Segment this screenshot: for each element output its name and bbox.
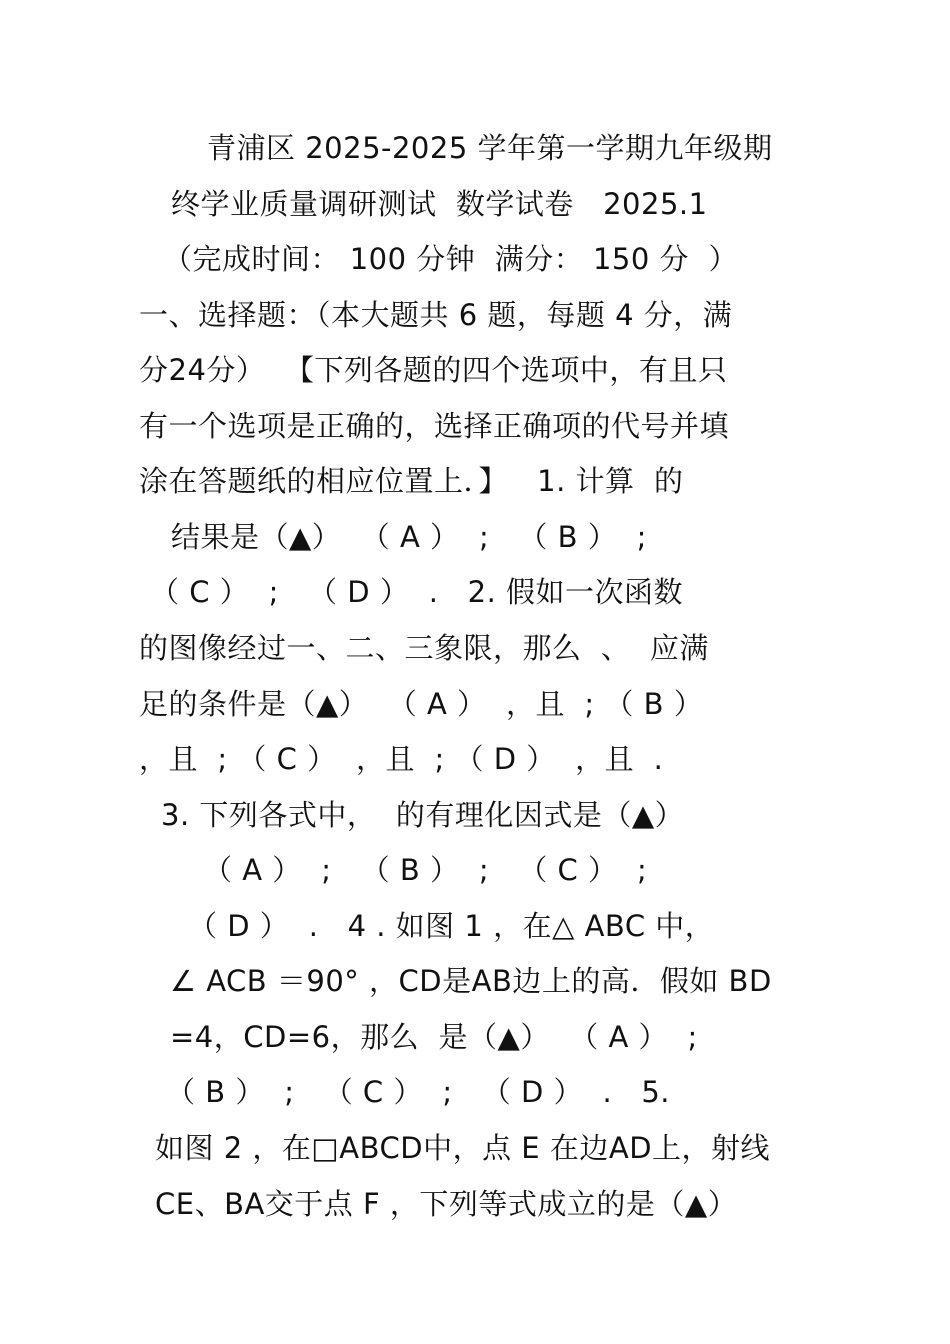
question-5-line-1: 如图 2 ，在□ABCD中，点 E 在边AD上，射线 [155, 1131, 771, 1165]
question-4-options: （ B ） ; （ C ） ; （ D ） . 5. [166, 1075, 670, 1109]
question-5-line-2: CE、BA交于点 F ，下列等式成立的是（▲） [155, 1187, 738, 1221]
question-1-options-a-b: 结果是（▲） （ A ） ; （ B ） ; [171, 520, 647, 554]
question-1-line: 涂在答题纸的相应位置上．】 1. 计算 的 [139, 464, 684, 498]
question-1-options-c-d: （ C ） ; （ D ） . 2. 假如一次函数 [150, 575, 684, 609]
question-4-line-1: （ D ） . 4 . 如图 1 ，在△ ABC 中， [188, 909, 715, 943]
section-heading-line: 一、选择题：（本大题共 6 题，每题 4 分，满 [139, 298, 733, 332]
question-4-line-2: ∠ ACB ＝90° ，CD是AB边上的高．假如 BD [170, 964, 772, 998]
exam-time-score-line: （完成时间： 100 分钟 满分： 150 分 ） [163, 242, 738, 276]
exam-title-line-1: 青浦区 2025-2025 学年第一学期九年级期 [207, 131, 773, 165]
question-2-line-1: 的图像经过一、二、三象限，那么 、 应满 [139, 631, 709, 665]
question-4-line-3: =4，CD=6，那么 是（▲） （ A ） ; [170, 1020, 698, 1054]
question-2-options: ，且 ; （ C ） ，且 ; （ D ） ，且 . [139, 742, 664, 776]
section-instructions-1: 分24分） 【下列各题的四个选项中，有且只 [139, 353, 728, 387]
exam-title-line-2: 终学业质量调研测试 数学试卷 2025.1 [171, 187, 708, 221]
question-3-line: 3. 下列各式中， 的有理化因式是（▲） [161, 798, 685, 832]
question-3-options: （ A ） ; （ B ） ; （ C ） ; [203, 853, 648, 887]
question-2-line-2: 足的条件是（▲） （ A ） ，且 ; （ B ） [139, 687, 704, 721]
section-instructions-2: 有一个选项是正确的，选择正确项的代号并填 [139, 409, 730, 443]
